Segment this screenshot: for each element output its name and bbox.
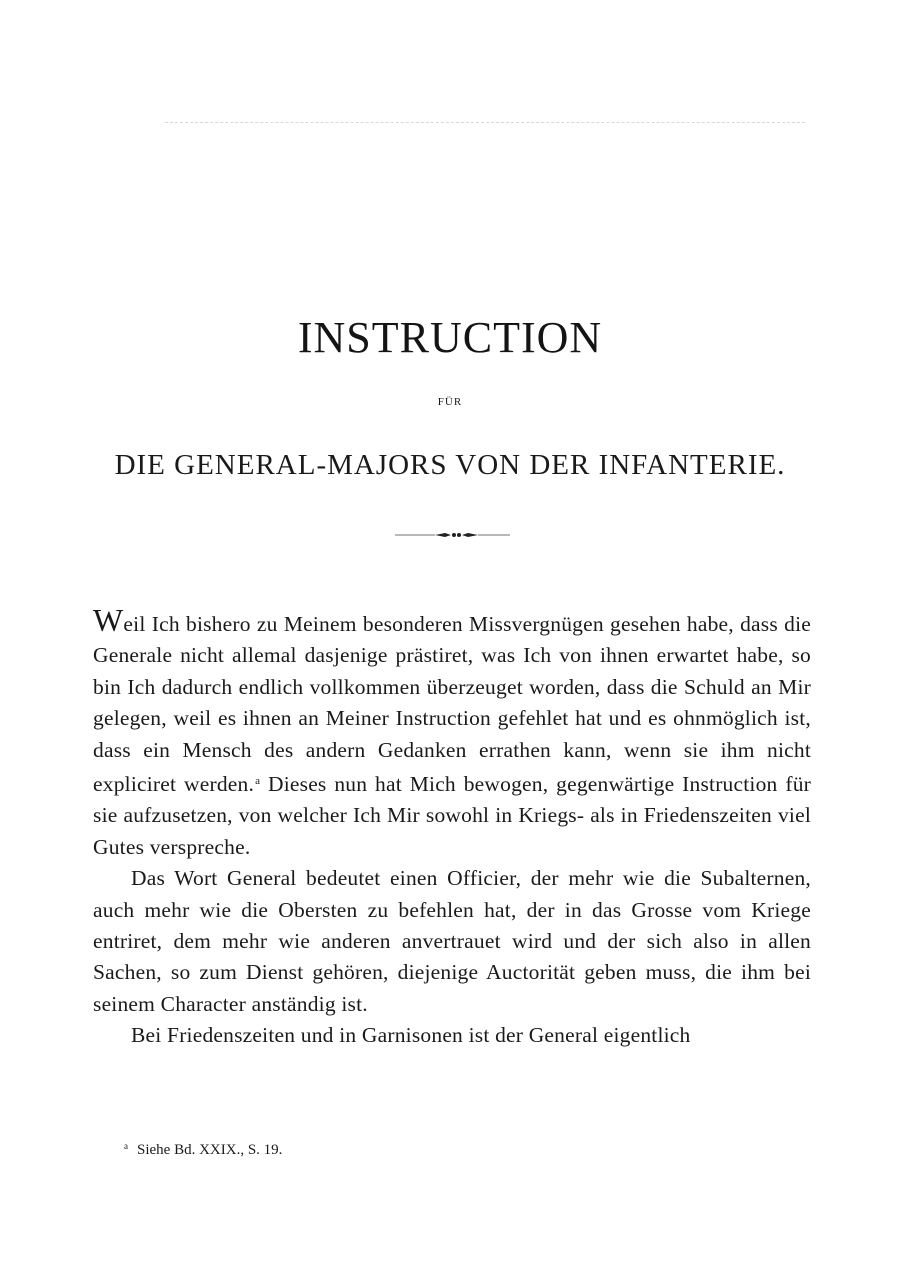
footnote-mark: a: [124, 1141, 128, 1151]
paragraph-1-text-a: eil Ich bishero zu Meinem besonderen Missvergnügen gesehen habe, dass die Generale nicht allemal dasjenige prästiret, was Ich von ihnen erwartet habe, so bin Ich dadurch endlich vollkommen überzeuget worden, dass die Schuld an Mir gelegen, weil es ihnen an Meiner Instruction gefehlet hat und es ohnmöglich ist, dass ein Mensch des andern Gedanken errathen kann, wenn sie ihm nicht expliciret werden.: [93, 612, 811, 797]
footnote-reference: a: [255, 775, 261, 788]
footnote: [124, 1136, 282, 1160]
page-subtitle: DIE GENERAL-MAJORS VON DER INFANTERIE.: [114, 449, 786, 481]
paragraph-2: Das Wort General bedeutet einen Officier, der mehr wie die Subalternen, auch mehr wie die Obersten zu befehlen hat, der in das Grosse vom Kriege entriret, dem mehr wie anderen anvertrauet wird und der sich also in allen Sachen, so zum Dienst gehören, diejenige Auctorität geben muss, die ihm bei seinem Character anständig ist.: [93, 866, 811, 1016]
ornament-divider: [395, 528, 510, 542]
title-connector-fuer: FÜR: [437, 396, 463, 408]
footnote-text: Siehe Bd. XXIX., S. 19.: [137, 1142, 283, 1158]
main-text: [93, 602, 811, 1052]
paragraph-3: Bei Friedenszeiten und in Garnisonen ist der General eigentlich: [131, 1023, 691, 1048]
page-title: INSTRUCTION: [297, 313, 603, 362]
paragraph-1-text-b: Dieses nun hat Mich bewogen, gegenwärtige Instruction für sie aufzusetzen, von welcher Ich Mir sowohl in Kriegs- als in Friedenszeiten viel Gutes verspreche.: [93, 772, 811, 859]
top-decorative-rule: [165, 122, 805, 123]
paragraph-1: [93, 602, 811, 863]
drop-cap: W: [93, 602, 124, 638]
